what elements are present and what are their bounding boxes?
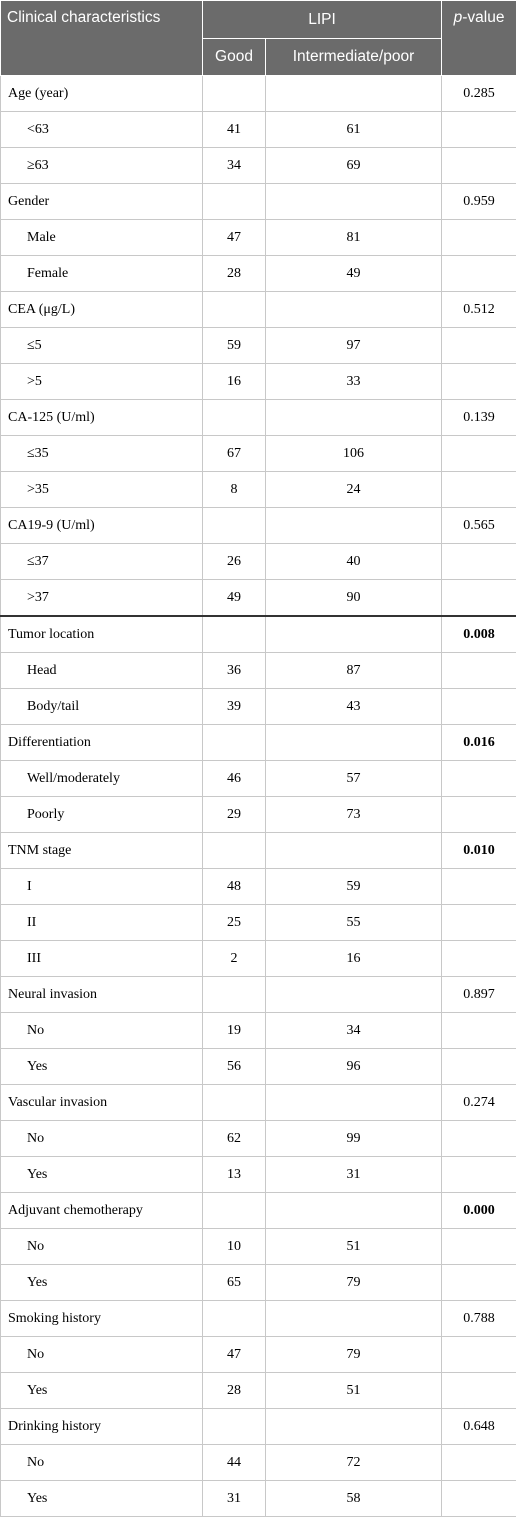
cell-intermediate-poor: 40 <box>266 544 442 580</box>
row-label: ≤37 <box>1 544 203 580</box>
cell-intermediate-poor <box>266 977 442 1013</box>
table-row <box>1 436 516 472</box>
cell-p-value: 0.285 <box>442 76 516 112</box>
cell-intermediate-poor: 34 <box>266 1013 442 1049</box>
cell-p-value <box>442 1013 516 1049</box>
row-label: Yes <box>1 1049 203 1085</box>
row-label: Smoking history <box>1 1301 203 1337</box>
cell-good: 65 <box>203 1265 266 1301</box>
row-label: ≤5 <box>1 328 203 364</box>
cell-good: 49 <box>203 580 266 617</box>
table-row <box>1 1445 516 1481</box>
cell-intermediate-poor: 97 <box>266 328 442 364</box>
cell-p-value <box>442 1337 516 1373</box>
cell-good <box>203 184 266 220</box>
table-row <box>1 761 516 797</box>
table-row <box>1 1013 516 1049</box>
cell-p-value <box>442 1157 516 1193</box>
table-header <box>1 1 516 76</box>
cell-intermediate-poor: 79 <box>266 1265 442 1301</box>
cell-good: 44 <box>203 1445 266 1481</box>
row-label: Adjuvant chemotherapy <box>1 1193 203 1229</box>
cell-good <box>203 616 266 653</box>
cell-good: 16 <box>203 364 266 400</box>
cell-p-value <box>442 905 516 941</box>
row-label: TNM stage <box>1 833 203 869</box>
table-row <box>1 977 516 1013</box>
cell-intermediate-poor <box>266 76 442 112</box>
table-row <box>1 725 516 761</box>
cell-good <box>203 76 266 112</box>
cell-p-value: 0.008 <box>442 616 516 653</box>
cell-p-value <box>442 148 516 184</box>
cell-good: 62 <box>203 1121 266 1157</box>
table-row <box>1 1085 516 1121</box>
cell-p-value: 0.897 <box>442 977 516 1013</box>
cell-intermediate-poor: 96 <box>266 1049 442 1085</box>
table-row <box>1 1121 516 1157</box>
row-label: Vascular invasion <box>1 1085 203 1121</box>
table-row <box>1 76 516 112</box>
row-label: No <box>1 1445 203 1481</box>
cell-intermediate-poor <box>266 400 442 436</box>
table-row <box>1 1157 516 1193</box>
cell-p-value <box>442 1373 516 1409</box>
row-label: Yes <box>1 1265 203 1301</box>
cell-p-value: 0.010 <box>442 833 516 869</box>
row-label: >37 <box>1 580 203 617</box>
cell-p-value <box>442 328 516 364</box>
table-row <box>1 1193 516 1229</box>
row-label: II <box>1 905 203 941</box>
table-row <box>1 184 516 220</box>
cell-intermediate-poor: 72 <box>266 1445 442 1481</box>
cell-p-value <box>442 1445 516 1481</box>
cell-good: 48 <box>203 869 266 905</box>
cell-good: 39 <box>203 689 266 725</box>
table-row <box>1 292 516 328</box>
cell-intermediate-poor <box>266 1085 442 1121</box>
table-row <box>1 1265 516 1301</box>
row-label: III <box>1 941 203 977</box>
cell-intermediate-poor: 69 <box>266 148 442 184</box>
cell-intermediate-poor: 99 <box>266 1121 442 1157</box>
cell-p-value <box>442 653 516 689</box>
cell-good <box>203 1301 266 1337</box>
row-label: I <box>1 869 203 905</box>
table-row <box>1 833 516 869</box>
row-label: No <box>1 1337 203 1373</box>
cell-intermediate-poor: 87 <box>266 653 442 689</box>
cell-intermediate-poor: 79 <box>266 1337 442 1373</box>
cell-intermediate-poor: 58 <box>266 1481 442 1517</box>
cell-intermediate-poor: 81 <box>266 220 442 256</box>
row-label: Tumor location <box>1 616 203 653</box>
cell-good: 36 <box>203 653 266 689</box>
cell-p-value <box>442 544 516 580</box>
cell-good: 31 <box>203 1481 266 1517</box>
cell-p-value <box>442 797 516 833</box>
cell-intermediate-poor <box>266 508 442 544</box>
cell-good: 56 <box>203 1049 266 1085</box>
row-label: CA19-9 (U/ml) <box>1 508 203 544</box>
cell-p-value <box>442 112 516 148</box>
table-row <box>1 1049 516 1085</box>
row-label: Female <box>1 256 203 292</box>
cell-p-value: 0.000 <box>442 1193 516 1229</box>
cell-p-value <box>442 256 516 292</box>
cell-good <box>203 725 266 761</box>
table-row <box>1 1373 516 1409</box>
cell-p-value <box>442 364 516 400</box>
row-label: Body/tail <box>1 689 203 725</box>
header-clinical-characteristics: Clinical characteristics <box>1 1 203 76</box>
table-row <box>1 328 516 364</box>
table-row <box>1 689 516 725</box>
row-label: Yes <box>1 1481 203 1517</box>
cell-intermediate-poor: 33 <box>266 364 442 400</box>
header-intermediate-poor: Intermediate/poor <box>266 39 442 76</box>
cell-good: 8 <box>203 472 266 508</box>
table-row <box>1 941 516 977</box>
cell-intermediate-poor <box>266 1193 442 1229</box>
cell-good <box>203 292 266 328</box>
cell-intermediate-poor: 49 <box>266 256 442 292</box>
cell-intermediate-poor: 90 <box>266 580 442 617</box>
cell-good: 28 <box>203 1373 266 1409</box>
header-p-value <box>442 1 516 76</box>
row-label: Male <box>1 220 203 256</box>
cell-p-value <box>442 220 516 256</box>
cell-good: 10 <box>203 1229 266 1265</box>
cell-p-value <box>442 689 516 725</box>
cell-good <box>203 400 266 436</box>
row-label: No <box>1 1229 203 1265</box>
cell-intermediate-poor: 73 <box>266 797 442 833</box>
cell-p-value: 0.139 <box>442 400 516 436</box>
cell-good: 47 <box>203 220 266 256</box>
table-row <box>1 869 516 905</box>
table-row <box>1 1301 516 1337</box>
table-row <box>1 220 516 256</box>
row-label: No <box>1 1013 203 1049</box>
row-label: Head <box>1 653 203 689</box>
cell-p-value <box>442 941 516 977</box>
cell-p-value: 0.648 <box>442 1409 516 1445</box>
cell-intermediate-poor: 57 <box>266 761 442 797</box>
cell-p-value <box>442 580 516 617</box>
row-label: Yes <box>1 1373 203 1409</box>
cell-p-value <box>442 761 516 797</box>
table-row <box>1 797 516 833</box>
table-row <box>1 1409 516 1445</box>
row-label: Age (year) <box>1 76 203 112</box>
cell-p-value <box>442 1049 516 1085</box>
row-label: >35 <box>1 472 203 508</box>
table-body <box>1 76 516 1517</box>
cell-intermediate-poor <box>266 833 442 869</box>
table-row <box>1 1481 516 1517</box>
cell-p-value: 0.016 <box>442 725 516 761</box>
cell-good: 34 <box>203 148 266 184</box>
table-row <box>1 1337 516 1373</box>
row-label: Gender <box>1 184 203 220</box>
cell-intermediate-poor: 59 <box>266 869 442 905</box>
cell-p-value <box>442 869 516 905</box>
row-label: <63 <box>1 112 203 148</box>
cell-good <box>203 977 266 1013</box>
table-row <box>1 112 516 148</box>
cell-p-value: 0.788 <box>442 1301 516 1337</box>
cell-intermediate-poor <box>266 292 442 328</box>
cell-good <box>203 1409 266 1445</box>
table-row <box>1 364 516 400</box>
cell-p-value <box>442 472 516 508</box>
table-row <box>1 616 516 653</box>
cell-good <box>203 508 266 544</box>
cell-intermediate-poor: 31 <box>266 1157 442 1193</box>
cell-p-value: 0.274 <box>442 1085 516 1121</box>
cell-good: 46 <box>203 761 266 797</box>
header-p-rest: -value <box>462 9 504 26</box>
cell-good <box>203 1085 266 1121</box>
table-row <box>1 472 516 508</box>
cell-good: 28 <box>203 256 266 292</box>
table-row <box>1 580 516 617</box>
row-label: CEA (μg/L) <box>1 292 203 328</box>
table-row <box>1 544 516 580</box>
cell-p-value <box>442 436 516 472</box>
cell-p-value <box>442 1229 516 1265</box>
row-label: Differentiation <box>1 725 203 761</box>
cell-p-value: 0.512 <box>442 292 516 328</box>
cell-good: 25 <box>203 905 266 941</box>
row-label: Yes <box>1 1157 203 1193</box>
row-label: Poorly <box>1 797 203 833</box>
row-label: CA-125 (U/ml) <box>1 400 203 436</box>
table-row <box>1 1229 516 1265</box>
cell-intermediate-poor <box>266 184 442 220</box>
cell-good: 13 <box>203 1157 266 1193</box>
cell-good: 26 <box>203 544 266 580</box>
cell-p-value <box>442 1481 516 1517</box>
row-label: No <box>1 1121 203 1157</box>
cell-intermediate-poor: 16 <box>266 941 442 977</box>
cell-intermediate-poor: 55 <box>266 905 442 941</box>
cell-intermediate-poor <box>266 1409 442 1445</box>
header-good: Good <box>203 39 266 76</box>
table-row <box>1 905 516 941</box>
row-label: Well/moderately <box>1 761 203 797</box>
cell-intermediate-poor <box>266 616 442 653</box>
row-label: ≤35 <box>1 436 203 472</box>
cell-good <box>203 833 266 869</box>
row-label: Neural invasion <box>1 977 203 1013</box>
header-lipi-group: LIPI <box>203 1 442 39</box>
cell-p-value: 0.565 <box>442 508 516 544</box>
cell-good <box>203 1193 266 1229</box>
cell-good: 19 <box>203 1013 266 1049</box>
cell-intermediate-poor: 106 <box>266 436 442 472</box>
cell-good: 41 <box>203 112 266 148</box>
cell-intermediate-poor <box>266 725 442 761</box>
row-label: Drinking history <box>1 1409 203 1445</box>
cell-good: 2 <box>203 941 266 977</box>
cell-good: 47 <box>203 1337 266 1373</box>
table-row <box>1 148 516 184</box>
table-row <box>1 653 516 689</box>
cell-good: 29 <box>203 797 266 833</box>
cell-good: 67 <box>203 436 266 472</box>
cell-good: 59 <box>203 328 266 364</box>
row-label: >5 <box>1 364 203 400</box>
table-row <box>1 400 516 436</box>
cell-p-value: 0.959 <box>442 184 516 220</box>
header-p-italic: p <box>454 9 463 26</box>
cell-intermediate-poor: 51 <box>266 1229 442 1265</box>
row-label: ≥63 <box>1 148 203 184</box>
cell-intermediate-poor: 43 <box>266 689 442 725</box>
cell-p-value <box>442 1121 516 1157</box>
cell-intermediate-poor <box>266 1301 442 1337</box>
cell-intermediate-poor: 61 <box>266 112 442 148</box>
cell-intermediate-poor: 51 <box>266 1373 442 1409</box>
table-row <box>1 508 516 544</box>
cell-p-value <box>442 1265 516 1301</box>
cell-intermediate-poor: 24 <box>266 472 442 508</box>
table-row <box>1 256 516 292</box>
